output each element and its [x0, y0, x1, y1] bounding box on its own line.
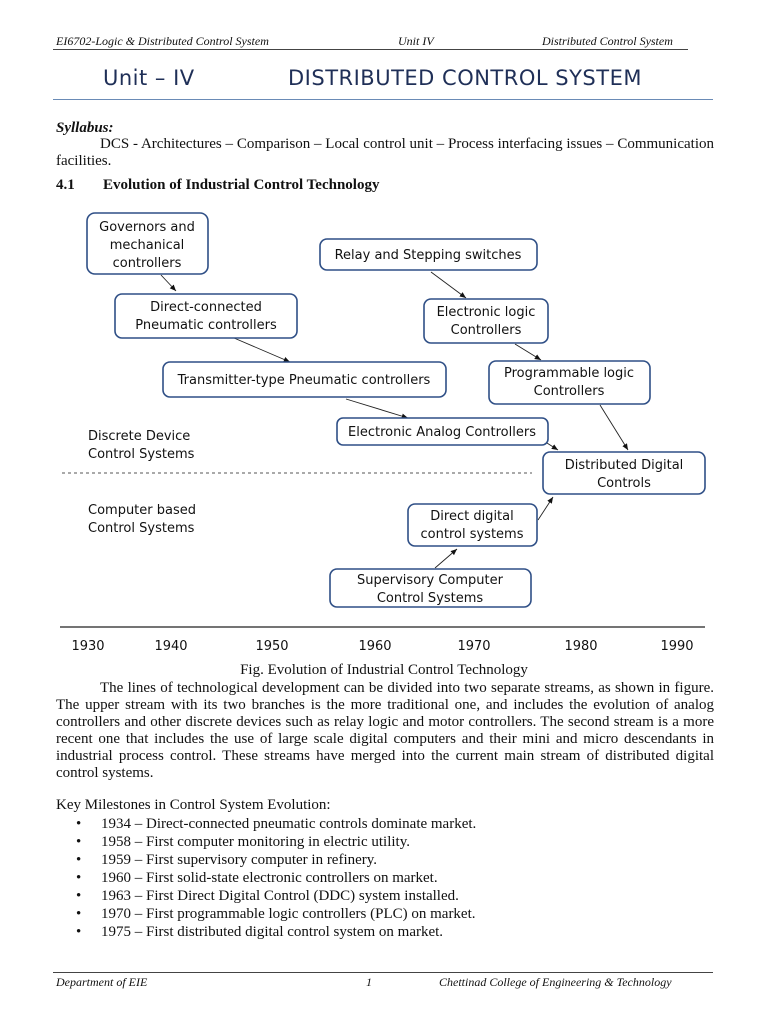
list-item: [56, 905, 476, 923]
bullet-icon: •: [76, 906, 82, 922]
footer-college: Chettinad College of Engineering & Technology: [439, 975, 672, 989]
milestones-list: [56, 815, 476, 941]
bullet-icon: •: [76, 834, 82, 850]
box-governors: [87, 213, 208, 274]
box-electronic-analog: [337, 418, 548, 445]
milestone-text: 1958 – First computer monitoring in electric utility.: [101, 834, 410, 850]
svg-text:Electronic logic: Electronic logic: [436, 305, 536, 320]
footer-page-number: 1: [366, 975, 372, 989]
box-distributed-digital: [543, 452, 705, 494]
svg-text:Discrete Device: Discrete Device: [88, 429, 191, 444]
svg-text:Supervisory Computer: Supervisory Computer: [357, 573, 503, 588]
arrow-electronic-logic-to-plc: [515, 344, 541, 360]
list-item: [56, 887, 476, 905]
svg-text:Control Systems: Control Systems: [376, 591, 484, 606]
section-number: 4.1: [56, 177, 75, 193]
svg-text:Programmable logic: Programmable logic: [503, 366, 635, 381]
box-relay: [320, 239, 537, 270]
svg-text:Control Systems: Control Systems: [88, 521, 195, 536]
svg-text:Pneumatic controllers: Pneumatic controllers: [135, 318, 277, 333]
svg-text:control systems: control systems: [420, 527, 524, 542]
bullet-icon: •: [76, 852, 82, 868]
section-title: Evolution of Industrial Control Technology: [103, 177, 380, 193]
svg-text:Electronic Analog Controllers: Electronic Analog Controllers: [348, 425, 536, 440]
bullet-icon: •: [76, 816, 82, 832]
svg-text:Computer based: Computer based: [88, 503, 196, 518]
bullet-icon: •: [76, 924, 82, 940]
milestone-text: 1970 – First programmable logic controllers (PLC) on market.: [101, 906, 476, 922]
label-discrete-systems: [88, 429, 195, 462]
svg-text:Transmitter-type Pneumatic con: Transmitter-type Pneumatic controllers: [177, 373, 431, 388]
box-supervisory: [330, 569, 531, 607]
footer-divider: [53, 972, 713, 973]
page-title: DISTRIBUTED CONTROL SYSTEM: [288, 66, 642, 90]
milestone-text: 1963 – First Direct Digital Control (DDC) system installed.: [101, 888, 459, 904]
milestone-text: 1959 – First supervisory computer in refinery.: [101, 852, 378, 868]
milestone-text: 1934 – Direct-connected pneumatic controls dominate market.: [101, 816, 477, 832]
arrow-supervisory-to-direct-digital: [435, 549, 457, 568]
arrow-governors-to-direct: [161, 275, 176, 291]
box-transmitter-pneumatic: [163, 362, 446, 397]
year-label: 1930: [71, 639, 105, 654]
list-item: [56, 815, 476, 833]
year-label: 1980: [564, 639, 598, 654]
header-unit: Unit IV: [398, 34, 434, 48]
svg-text:Direct digital: Direct digital: [430, 509, 514, 524]
label-computer-systems: [88, 503, 196, 536]
svg-text:Controllers: Controllers: [533, 384, 605, 399]
header-course: EI6702-Logic & Distributed Control System: [56, 34, 269, 48]
syllabus-heading: Syllabus:: [56, 120, 114, 136]
list-item: [56, 923, 476, 941]
list-item: [56, 833, 476, 851]
milestones-heading: Key Milestones in Control System Evolution:: [56, 797, 331, 813]
svg-text:Controllers: Controllers: [450, 323, 522, 338]
svg-text:mechanical: mechanical: [109, 238, 185, 253]
milestone-text: 1960 – First solid-state electronic controllers on market.: [101, 870, 438, 886]
box-plc: [489, 361, 650, 404]
header-topic: Distributed Control System: [542, 34, 673, 48]
arrow-relay-to-electronic-logic: [431, 272, 466, 298]
body-paragraph: The lines of technological development can be divided into two separate streams, as shown in figure. The upper stream with its two branches is the more traditional one, and includes the evolution of analog controllers and other discrete devices such as relay logic and motor controllers. The second stream is a more recent one that includes the use of large scale digital computers and their mini and micro descendants in industrial process control. These streams have merged into the current main stream of distributed digital control systems.: [56, 680, 714, 781]
list-item: [56, 851, 476, 869]
svg-text:Controls: Controls: [597, 476, 651, 491]
milestone-text: 1975 – First distributed digital control system on market.: [101, 924, 444, 940]
arrow-plc-to-distributed: [600, 405, 628, 450]
year-label: 1970: [457, 639, 491, 654]
arrow-transmitter-to-analog: [346, 399, 408, 418]
box-direct-digital: [408, 504, 537, 546]
svg-text:Governors and: Governors and: [99, 220, 195, 235]
syllabus-text: DCS - Architectures – Comparison – Local control unit – Process interfacing issues – Communication facilities.: [56, 136, 714, 169]
svg-text:Relay and Stepping switches: Relay and Stepping switches: [334, 248, 522, 263]
arrow-direct-digital-to-distributed: [538, 497, 553, 520]
unit-title: Unit – IV: [103, 66, 195, 90]
year-label: 1960: [358, 639, 392, 654]
svg-text:Direct-connected: Direct-connected: [150, 300, 262, 315]
bullet-icon: •: [76, 888, 82, 904]
year-label: 1950: [255, 639, 289, 654]
svg-text:Distributed Digital: Distributed Digital: [564, 458, 684, 473]
bullet-icon: •: [76, 870, 82, 886]
svg-text:controllers: controllers: [112, 256, 182, 271]
arrow-direct-to-transmitter: [234, 338, 290, 362]
box-electronic-logic: [424, 299, 548, 343]
box-direct-pneumatic: [115, 294, 297, 338]
footer-department: Department of EIE: [56, 975, 148, 989]
figure-caption: Fig. Evolution of Industrial Control Technology: [240, 662, 528, 678]
list-item: [56, 869, 476, 887]
svg-text:Control Systems: Control Systems: [88, 447, 195, 462]
year-label: 1940: [154, 639, 188, 654]
year-label: 1990: [660, 639, 694, 654]
